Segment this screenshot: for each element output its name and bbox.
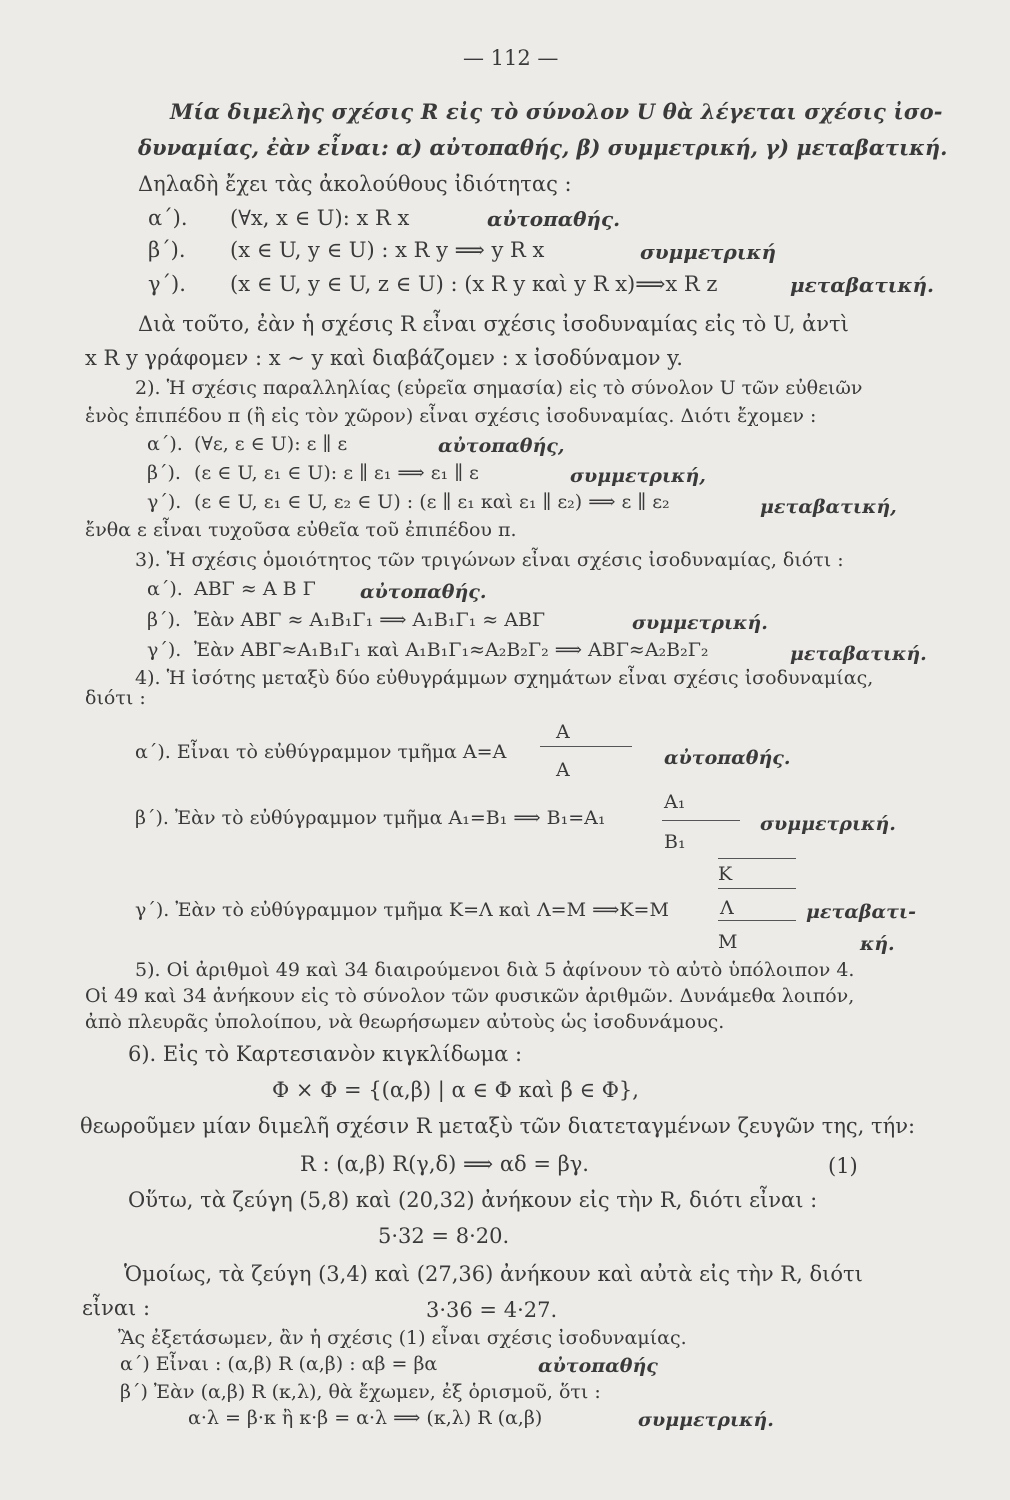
ex4-a-name: αὐτοπαθής. [664, 747, 791, 769]
ex2-prop-a-name: αὐτοπαθής, [438, 435, 565, 457]
ex4-c-bottom: Μ [718, 931, 738, 953]
ex6-eq-4: 3·36 = 4·27. [426, 1298, 558, 1322]
def-prop-b-label: β΄). [148, 238, 186, 262]
ex6-eq-2-number: (1) [828, 1154, 858, 1178]
def-prop-c-name: μεταβατική. [790, 273, 934, 297]
ex2-line-1: 2). Ἡ σχέσις παραλληλίας (εὐρεῖα σημασία) εἰς τὸ σύνολον U τῶν εὐθειῶν [135, 377, 863, 399]
ex6-line-2: θεωροῦμεν μίαν διμελῆ σχέσιν R μεταξὺ τῶν διατεταγμένων ζευγῶν της, τήν: [80, 1114, 916, 1138]
ex2-line-2: ἑνὸς ἐπιπέδου π (ἢ εἰς τὸν χῶρον) εἶναι σχέσις ἰσοδυναμίας. Διότι ἔχομεν : [85, 405, 817, 427]
ex6-a-name: αὐτοπαθής [538, 1355, 658, 1377]
ex2-prop-a-formula: (∀ε, ε ∈ U): ε ∥ ε [194, 433, 348, 455]
ex4-line-2: διότι : [85, 687, 146, 709]
ex4-line-1: 4). Ἡ ἰσότης μεταξὺ δύο εὐθυγράμμων σχημάτων εἶναι σχέσις ἰσοδυναμίας, [135, 667, 874, 689]
ex4-c-segment-mid [718, 888, 796, 889]
definition-line-2: δυναμίας, ἐὰν εἶναι: α) αὐτοπαθής, β) συμμετρική, γ) μεταβατική. [138, 135, 948, 160]
definition-line-1: Μία διμελὴς σχέσις R εἰς τὸ σύνολον U θὰ λέγεται σχέσις ἰσο- [170, 99, 943, 124]
ex6-line-5a: εἶναι : [82, 1296, 151, 1320]
ex2-prop-c-label: γ΄). [147, 491, 182, 513]
ex6-eq-2: R : (α,β) R(γ,δ) ⟹ αδ = βγ. [300, 1152, 589, 1176]
ex6-b-name: συμμετρική. [638, 1409, 774, 1431]
ex5-line-2: Οἱ 49 καὶ 34 ἀνήκουν εἰς τὸ σύνολον τῶν φυσικῶν ἀριθμῶν. Δυνάμεθα λοιπόν, [85, 985, 855, 1007]
ex6-line-6: Ἂς ἐξετάσωμεν, ἂν ἡ σχέσις (1) εἶναι σχέσις ἰσοδυναμίας. [118, 1327, 687, 1349]
ex2-prop-a-label: α΄). [147, 433, 183, 455]
ex4-b-name: συμμετρική. [760, 813, 896, 835]
ex4-a-text: α΄). Εἶναι τὸ εὐθύγραμμον τμῆμα Α=Α [135, 741, 507, 763]
ex3-prop-b-label: β΄). [147, 609, 181, 631]
ex3-prop-a-formula: ΑΒΓ ≈ Α Β Γ [194, 578, 316, 600]
ex4-c-top: Κ [718, 863, 733, 885]
ex4-b-bottom: Β₁ [664, 831, 686, 853]
ex6-eq-3: 5·32 = 8·20. [378, 1224, 510, 1248]
ex4-a-top: Α [556, 721, 570, 743]
def-prop-c-formula: (x ∈ U, y ∈ U, z ∈ U) : (x R y καὶ y R x)⟹x R z [230, 272, 718, 296]
ex5-line-3: ἀπὸ πλευρᾶς ὑπολοίπου, νὰ θεωρήσωμεν αὐτοὺς ὡς ἰσοδυνάμους. [85, 1011, 725, 1033]
ex4-a-segment [540, 746, 632, 747]
ex3-prop-a-label: α΄). [147, 578, 183, 600]
ex2-prop-c-name: μεταβατική, [760, 496, 897, 518]
ex6-eq-1: Φ × Φ = {(α,β) | α ∈ Φ καὶ β ∈ Φ}, [272, 1078, 639, 1102]
ex6-b-eq: α·λ = β·κ ἢ κ·β = α·λ ⟹ (κ,λ) R (α,β) [188, 1407, 543, 1429]
ex6-b-label: β΄) Ἐὰν (α,β) R (κ,λ), θὰ ἔχωμεν, ἐξ ὁρισμοῦ, ὅτι : [120, 1381, 601, 1403]
ex6-line-4: Ὁμοίως, τὰ ζεύγη (3,4) καὶ (27,36) ἀνήκουν καὶ αὐτὰ εἰς τὴν R, διότι [124, 1262, 863, 1286]
ex2-prop-b-name: συμμετρική, [570, 465, 706, 487]
ex4-c-segment-bottom [718, 920, 796, 921]
ex6-line-1: 6). Εἰς τὸ Καρτεσιανὸν κιγκλίδωμα : [128, 1042, 523, 1066]
ex2-prop-b-formula: (ε ∈ U, ε₁ ∈ U): ε ∥ ε₁ ⟹ ε₁ ∥ ε [194, 462, 479, 484]
def-prop-b-formula: (x ∈ U, y ∈ U) : x R y ⟹ y R x [230, 238, 545, 262]
ex4-c-name-1: μεταβατι- [806, 901, 916, 923]
ex4-a-bottom: Α [556, 759, 570, 781]
def-prop-a-formula: (∀x, x ∈ U): x R x [230, 206, 410, 230]
def-prop-a-label: α΄). [148, 206, 188, 230]
definition-line-4: Διὰ τοῦτο, ἐὰν ἡ σχέσις R εἶναι σχέσις ἰσοδυναμίας εἰς τὸ U, ἀντὶ [138, 312, 849, 336]
ex3-line-1: 3). Ἡ σχέσις ὁμοιότητος τῶν τριγώνων εἶναι σχέσις ἰσοδυναμίας, διότι : [135, 549, 844, 571]
ex2-prop-c-formula: (ε ∈ U, ε₁ ∈ U, ε₂ ∈ U) : (ε ∥ ε₁ καὶ ε₁ ∥ ε₂) ⟹ ε ∥ ε₂ [194, 491, 670, 513]
ex4-b-segment [662, 820, 740, 821]
ex5-line-1: 5). Οἱ ἀριθμοὶ 49 καὶ 34 διαιρούμενοι διὰ 5 ἀφίνουν τὸ αὐτὸ ὑπόλοιπον 4. [135, 959, 855, 981]
ex4-c-segment-top [718, 858, 796, 859]
ex3-prop-b-formula: Ἐὰν ΑΒΓ ≈ Α₁Β₁Γ₁ ⟹ Α₁Β₁Γ₁ ≈ ΑΒΓ [194, 609, 546, 631]
ex3-prop-c-formula: Ἐὰν ΑΒΓ≈Α₁Β₁Γ₁ καὶ Α₁Β₁Γ₁≈Α₂Β₂Γ₂ ⟹ ΑΒΓ≈Α₂Β₂Γ₂ [194, 639, 709, 661]
ex4-c-mid: Λ [720, 897, 734, 919]
ex4-b-top: Α₁ [664, 791, 686, 813]
ex4-c-text: γ΄). Ἐὰν τὸ εὐθύγραμμον τμῆμα Κ=Λ καὶ Λ=Μ ⟹Κ=Μ [135, 899, 669, 921]
def-prop-a-name: αὐτοπαθής. [487, 207, 621, 231]
ex3-prop-b-name: συμμετρική. [632, 612, 768, 634]
page-number: — 112 — [463, 46, 559, 70]
ex6-a-label: α΄) Εἶναι : (α,β) R (α,β) : αβ = βα [120, 1353, 438, 1375]
ex2-prop-b-label: β΄). [147, 462, 181, 484]
ex6-line-3: Οὕτω, τὰ ζεύγη (5,8) καὶ (20,32) ἀνήκουν εἰς τὴν R, διότι εἶναι : [128, 1188, 818, 1212]
ex4-c-name-2: κή. [860, 933, 895, 955]
ex3-prop-a-name: αὐτοπαθής. [360, 581, 487, 603]
def-prop-c-label: γ΄). [148, 272, 186, 296]
definition-line-5: x R y γράφομεν : x ∼ y καὶ διαβάζομεν : x ἰσοδύναμον y. [85, 346, 683, 370]
definition-line-3: Δηλαδὴ ἔχει τὰς ἀκολούθους ἰδιότητας : [138, 172, 572, 196]
ex3-prop-c-label: γ΄). [147, 639, 182, 661]
def-prop-b-name: συμμετρική [640, 240, 777, 264]
ex2-line-3: ἔνθα ε εἶναι τυχοῦσα εὐθεῖα τοῦ ἐπιπέδου π. [85, 519, 517, 541]
ex4-b-text: β΄). Ἐὰν τὸ εὐθύγραμμον τμῆμα Α₁=Β₁ ⟹ Β₁=Α₁ [135, 807, 606, 829]
ex3-prop-c-name: μεταβατική. [790, 643, 927, 665]
